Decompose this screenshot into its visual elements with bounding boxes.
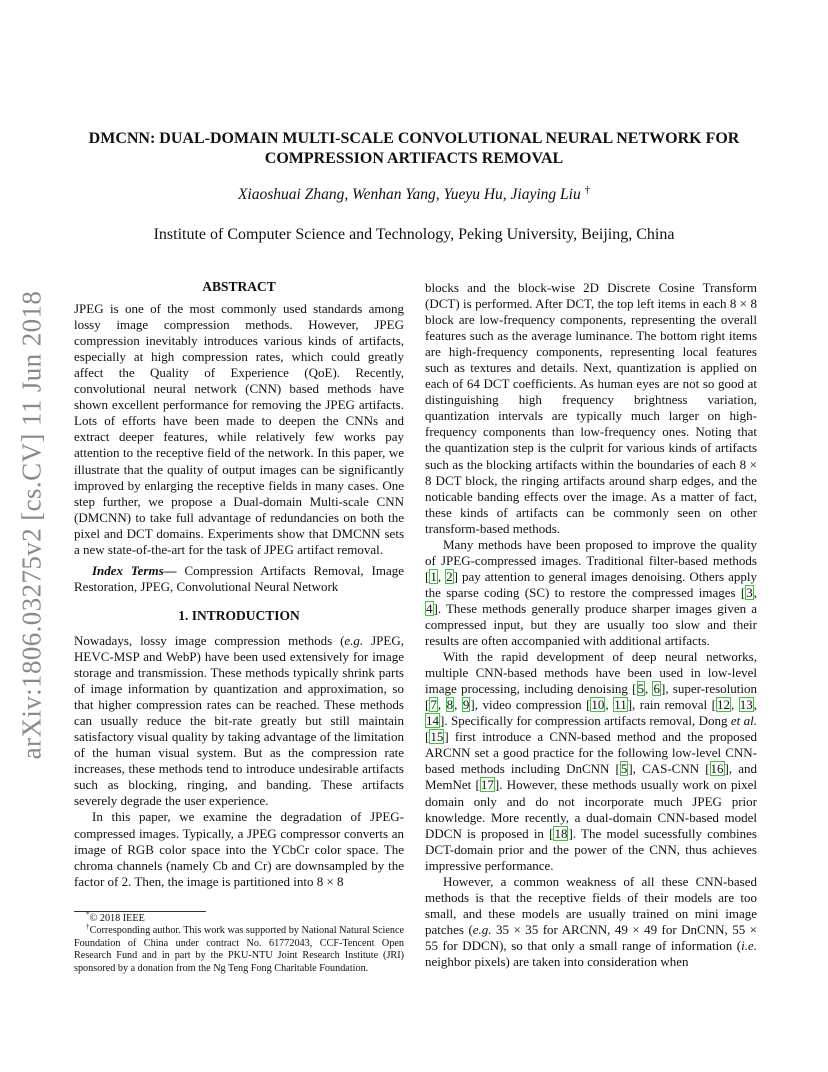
author-mark: †: [584, 183, 591, 196]
citation-link[interactable]: 5: [620, 761, 628, 777]
text-run: JPEG, HEVC-MSP and WebP) have been used extensively for image storage and transmission. These methods typically shrink parts of image information by quantization and approximation, so that higher compression rates can be reached. These methods can usually reduce the bit-rate greatly but still maintain satisfactory visual quality by taking advantage of the limitation of the human visual system. But as the compression rate increases, these methods tend to introduce undesirable artifacts such as blocking, ringing, and banding. These artifacts severely degrade the user experience.: [74, 632, 404, 809]
text-run: ]. Specifically for compression artifacts removal, Dong: [440, 713, 731, 729]
citation-link[interactable]: 15: [430, 729, 444, 745]
text-run: ], super-resolution [: [425, 681, 758, 713]
citation-link[interactable]: 13: [739, 697, 753, 713]
citation-link[interactable]: 2: [446, 568, 453, 584]
text-run: e.g.: [344, 632, 364, 648]
citation-link[interactable]: 6: [653, 681, 660, 697]
footnotes: [74, 910, 404, 975]
citation-link[interactable]: 18: [554, 825, 568, 841]
intro-paragraph-5: With the rapid development of deep neural networks, multiple CNN-based methods have been used in low-level image processing, including denoising [5, 6], super-resolution [7, 8, 9], video compression [10, 11], rain removal [12, 13, 14]. Specifically for compression artifacts removal, Dong et al. [15] first introduce a CNN-based method and the proposed ARCNN set a good practice for the following low-level CNN-based methods including DnCNN [5], CAS-CNN [16], and MemNet [17]. However, these methods usually work on pixel domain only and do not incorporate much JPEG prior knowledge. More recently, a dual-domain CNN-based model DDCN is proposed in [18]. The model sucessfully combines DCT-domain prior and the power of the CNN, thus achieves impressive performance.: [425, 649, 758, 873]
footnote-text: Corresponding author. This work was supported by National Natural Science Foundation of China under contract No. 61772043, CCF-Tencent Open Research Fund and in part by the PKU-NTU Joint Research Institute (JRI) sponsored by a donation from the Ng Teng Fong Charitable Foundation.: [74, 925, 404, 974]
footnote-copyright: [74, 910, 404, 925]
paper-title-line2: COMPRESSION ARTIFACTS REMOVAL: [264, 150, 564, 167]
affiliation: Institute of Computer Science and Technology, Peking University, Beijing, China: [153, 226, 675, 243]
index-terms-label: Index Terms—: [92, 562, 177, 578]
citation-link[interactable]: 16: [710, 761, 724, 777]
text-run: ] first introduce a CNN-based method and the proposed ARCNN set a good practice for the following low-level CNN-based methods including DnCNN [: [425, 729, 757, 777]
intro-paragraph-6: [425, 874, 757, 970]
intro-paragraph-4: Many methods have been proposed to improve the quality of JPEG-compressed images. Traditional filter-based methods [1, 2] pay attention to general images denoising. Others apply the sparse coding (SC) to restore the compressed images [3, 4]. These methods generally produce sharper images given a compressed input, but they are usually too slow and their results are often accompanied with additional artifacts.: [425, 536, 757, 649]
citation-link[interactable]: 8: [446, 697, 454, 713]
footnote-funding: [74, 925, 404, 975]
intro-paragraph-1: [74, 633, 404, 810]
index-terms-text: Compression Artifacts Removal, Image Restoration, JPEG, Convolutional Neural Network: [74, 562, 404, 594]
arxiv-identifier-text: arXiv:1806.03275v2 [cs.CV] 11 Jun 2018: [16, 290, 47, 760]
index-terms: [74, 563, 404, 595]
text-run: ], and MemNet [: [425, 761, 757, 793]
footnote-mark: *: [86, 910, 90, 919]
citation-link[interactable]: 7: [430, 697, 437, 713]
intro-heading: 1. INTRODUCTION: [178, 607, 300, 623]
citation-link[interactable]: 1: [430, 568, 437, 584]
text-run: With the rapid development of deep neural networks, multiple CNN-based methods have been used in low-level image processing, including denoising [: [425, 649, 757, 697]
footnote-mark: †: [86, 923, 90, 932]
text-run: However, a common weakness of all these CNN-based methods is that the receptive fields of their models are too small, and these models are usually trained on mini image patches (: [425, 873, 757, 937]
citation-link[interactable]: 4: [426, 600, 433, 616]
citation-link[interactable]: 11: [614, 697, 627, 713]
text-run: ], CAS-CNN [: [628, 761, 710, 777]
footnote-rule: [74, 911, 206, 912]
citation-link[interactable]: 5: [637, 681, 644, 697]
right-column: [425, 280, 757, 970]
text-run: Nowadays, lossy image compression methods (: [74, 632, 345, 648]
text-run: [: [425, 729, 430, 745]
text-run: ]. However, these methods usually work on pixel domain only and do not incorporate much JPEG prior knowledge. More recently, a dual-domain CNN-based model DDCN is proposed in [: [425, 777, 758, 841]
footnote-text: © 2018 IEEE: [89, 913, 145, 924]
text-run: i.e.: [741, 937, 757, 953]
text-run: neighbor pixels) are taken into consideration when: [425, 953, 689, 969]
arxiv-identifier: [12, 290, 52, 760]
text-run: e.g.: [472, 921, 492, 937]
text-run: ] pay attention to general images denoising. Others apply the sparse coding (SC) to restore the compressed images [: [425, 568, 757, 600]
citation-link[interactable]: 12: [716, 697, 730, 713]
citation-link[interactable]: 9: [462, 697, 470, 713]
authors-text: Xiaoshuai Zhang, Wenhan Yang, Yueyu Hu, Jiaying Liu: [237, 186, 581, 203]
author-list: [60, 183, 768, 204]
text-run: ], video compression [: [470, 697, 591, 713]
left-column: [74, 279, 404, 890]
text-run: ]. These methods generally produce sharper images given a compressed input, but they are usually too slow and their results are often accompanied with additional artifacts.: [425, 600, 757, 649]
abstract-heading: ABSTRACT: [202, 279, 276, 294]
text-run: Many methods have been proposed to improve the quality of JPEG-compressed images. Traditional filter-based methods [: [425, 536, 757, 584]
paper-title-line1: DMCNN: DUAL-DOMAIN MULTI-SCALE CONVOLUTIONAL NEURAL NETWORK FOR: [88, 130, 740, 147]
paper-title: [60, 129, 768, 169]
text-run: ]. The model sucessfully combines DCT-domain prior and the power of the CNN, thus achieves impressive performance.: [425, 825, 757, 873]
abstract-text: JPEG is one of the most commonly used standards among lossy image compression methods. However, JPEG compression inevitably introduces various kinds of artifacts, especially at high compression rates, which could greatly affect the Quality of Experience (QoE). Recently, convolutional neural network (CNN) based methods have shown excellent performance for removing the JPEG artifacts. Lots of efforts have been made to deepen the CNNs and extract deeper features, while relatively few works pay attention to the receptive field of the network. In this paper, we illustrate that the quality of output images can be significantly improved by enlarging the receptive fields in many cases. One step further, we propose a Dual-domain Multi-scale CNN (DMCNN) to take full advantage of redundancies on both the pixel and DCT domains. Experiments show that DMCNN sets a new state-of-the-art for the task of JPEG artifact removal.: [74, 301, 404, 557]
citation-link[interactable]: 17: [480, 777, 494, 793]
text-run: 35 × 35 for ARCNN, 49 × 49 for DnCNN, 55 × 55 for DDCN), so that only a small range of information (: [425, 921, 758, 953]
text-run: et al.: [730, 713, 757, 729]
citation-link[interactable]: 3: [746, 584, 753, 600]
citation-link[interactable]: 10: [591, 697, 605, 713]
intro-paragraph-3: blocks and the block-wise 2D Discrete Cosine Transform (DCT) is performed. After DCT, the top left items in each 8 × 8 block are low-frequency components, representing the overall features such as the average luminance. The bottom right items are high-frequency components, representing local features such as textures and details. Next, quantization is applied on each of 64 DCT coefficients. As human eyes are not so good at distinguishing high frequency brightness variation, quantization intervals are typically much larger on high-frequency components than low-frequency ones. Noting that the quantization step is the culprit for various kinds of artifacts such as the blocking artifacts within the boundaries of each 8 × 8 DCT block, the ringing artifacts around sharp edges, and the noticable banding effects over the image. As a matter of fact, these kinds of artifacts can be commonly seen on other transform-based methods.: [425, 280, 757, 536]
citation-link[interactable]: 14: [426, 713, 439, 729]
intro-paragraph-2: In this paper, we examine the degradation of JPEG-compressed images. Typically, a JPEG compressor converts an image of RGB color space into the YCbCr color space. The chroma channels (namely Cb and Cr) are downsampled by the factor of 2. Then, the image is partitioned into 8 × 8: [74, 809, 404, 889]
text-run: ], rain removal [: [627, 697, 716, 713]
